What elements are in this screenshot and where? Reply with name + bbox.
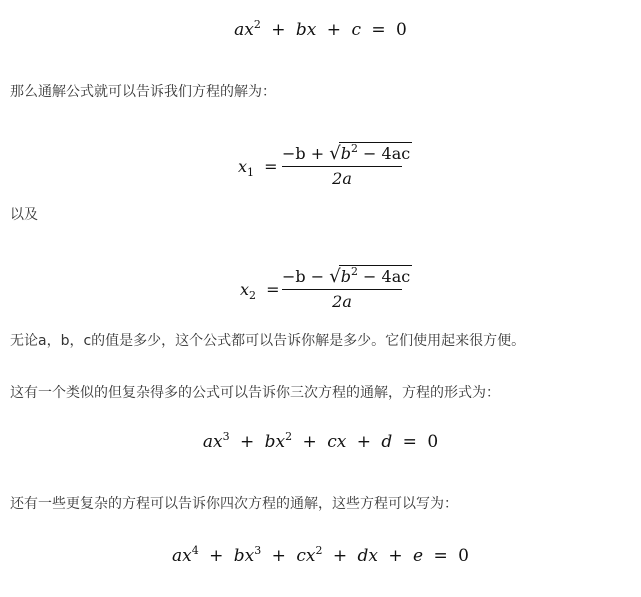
quartic-term-4: dx: [357, 546, 378, 566]
root1-subscript: 1: [247, 166, 255, 179]
root2-fraction-bar: [282, 289, 402, 290]
root1-rad-exp: 2: [350, 142, 358, 155]
quartic-exp-3: 2: [315, 544, 323, 557]
root2-rad-exp: 2: [350, 265, 358, 278]
root-formula-1: [0, 142, 641, 192]
root-formula-2: [0, 265, 641, 315]
root2-rad-b: b: [340, 267, 351, 286]
root1-rad-rest: − 4ac: [357, 144, 411, 163]
sqrt-icon: √: [329, 143, 341, 164]
eq-plus: +: [326, 20, 342, 40]
cubic-zero: 0: [427, 432, 439, 452]
eq-term-c: c: [351, 20, 361, 40]
quartic-plus: +: [271, 546, 286, 566]
eq-plus: +: [271, 20, 286, 40]
eq-zero: 0: [396, 20, 407, 40]
root2-radicand: [339, 265, 413, 286]
paragraph-quartic-intro: 还有一些更复杂的方程可以告诉你四次方程的通解，这些方程可以写为：: [10, 496, 458, 512]
cubic-exp-1: 3: [222, 430, 230, 443]
cubic-plus: +: [356, 432, 371, 452]
paragraph-cubic-intro: 这有一个类似的但复杂得多的公式可以告诉你三次方程的通解，方程的形式为：: [10, 385, 500, 401]
quartic-term-2: bx: [233, 546, 255, 566]
root2-rad-rest: − 4ac: [357, 267, 411, 286]
quartic-term-3: cx: [296, 546, 316, 566]
root1-fraction-bar: [282, 166, 402, 167]
root2-num-prefix: −b −: [282, 267, 325, 286]
eq-term-a: a: [234, 20, 245, 40]
root1-denominator: 2a: [332, 169, 352, 188]
root1-num-prefix: −b +: [282, 144, 325, 163]
root1-var: x: [238, 157, 248, 176]
cubic-equation: [0, 432, 641, 452]
quartic-plus: +: [209, 546, 224, 566]
root2-equals: =: [266, 280, 280, 299]
cubic-exp-2: 2: [285, 430, 293, 443]
root1-sqrt: [329, 142, 412, 164]
cubic-plus: +: [239, 432, 255, 452]
quartic-zero: 0: [458, 546, 469, 566]
root2-denominator: 2a: [332, 292, 352, 311]
quartic-exp-2: 3: [254, 544, 262, 557]
paragraph-and: 以及: [10, 207, 38, 223]
root1-radicand: [339, 142, 413, 163]
cubic-term-4: d: [381, 432, 393, 452]
root2-lhs: [240, 280, 285, 302]
quartic-plus: +: [388, 546, 403, 566]
quartic-equation: [0, 546, 641, 566]
quadratic-equation: [0, 20, 641, 40]
root2-subscript: 2: [249, 289, 257, 302]
paragraph-general-solution: 那么通解公式就可以告诉我们方程的解为：: [10, 84, 276, 100]
root2-sqrt: [329, 265, 412, 287]
root1-lhs: [238, 157, 283, 179]
root1-rad-b: b: [340, 144, 351, 163]
quartic-term-5: e: [413, 546, 424, 566]
eq-term-b: b: [295, 20, 307, 40]
cubic-term-3: cx: [327, 432, 347, 452]
root2-var: x: [240, 280, 250, 299]
paragraph-formula-convenience: 无论a，b，c的值是多少，这个公式都可以告诉你解是多少。它们使用起来很方便。: [10, 333, 526, 349]
root1-numerator: [282, 142, 411, 164]
quartic-plus: +: [332, 546, 348, 566]
quartic-equals: =: [433, 546, 448, 566]
cubic-plus: +: [302, 432, 317, 452]
quartic-term-1: ax: [171, 546, 192, 566]
root2-numerator: [282, 265, 411, 287]
eq-term-x: x: [306, 20, 317, 40]
sqrt-icon: √: [329, 266, 341, 287]
quartic-exp-1: 4: [191, 544, 199, 557]
cubic-term-2: bx: [264, 432, 286, 452]
cubic-term-1: ax: [202, 432, 223, 452]
eq-equals: =: [371, 20, 386, 40]
eq-term-x: x: [244, 20, 254, 40]
cubic-equals: =: [402, 432, 417, 452]
root1-equals: =: [264, 157, 278, 176]
eq-exponent: 2: [253, 18, 261, 31]
